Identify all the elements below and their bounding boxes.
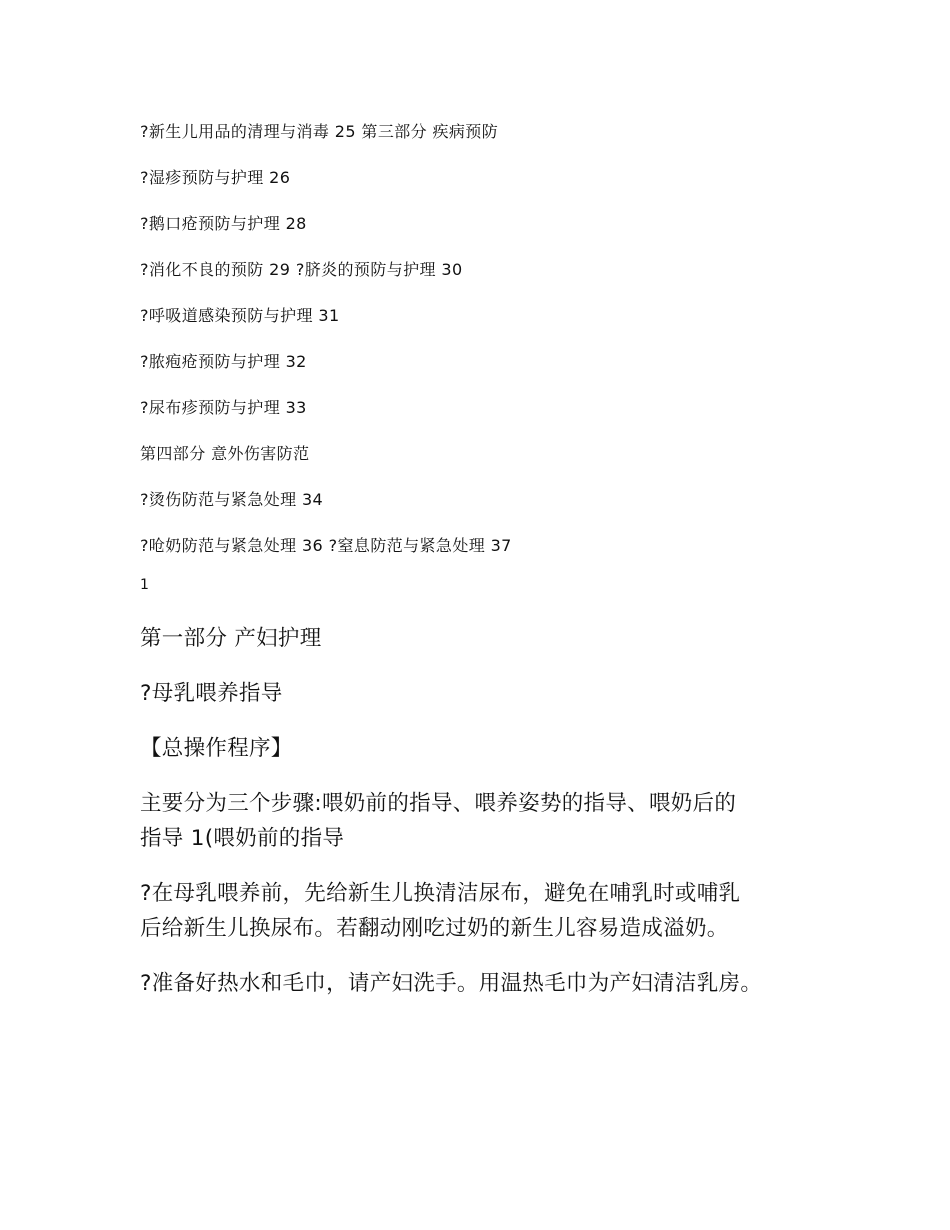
toc-entry-choking-suffocation: ?呛奶防范与紧急处理 36 ?窒息防范与紧急处理 37: [140, 536, 512, 555]
paragraph-1-line-1: ?在母乳喂养前，先给新生儿换清洁尿布，避免在哺乳时或哺乳: [140, 881, 741, 906]
toc-entry-respiratory: ?呼吸道感染预防与护理 31: [140, 306, 340, 325]
procedure-heading: 【总操作程序】: [140, 736, 293, 761]
section-title: ?母乳喂养指导: [140, 681, 283, 706]
toc-part-four-heading: 第四部分 意外伤害防范: [140, 444, 310, 463]
steps-text-line-1: 主要分为三个步骤:喂奶前的指导、喂养姿势的指导、喂奶后的: [140, 791, 737, 816]
page-number: 1: [140, 577, 149, 593]
paragraph-2-line-1: ?准备好热水和毛巾，请产妇洗手。用温热毛巾为产妇清洁乳房。: [140, 971, 763, 996]
toc-entry-thrush: ?鹅口疮预防与护理 28: [140, 214, 307, 233]
steps-text-line-2: 指导 1(喂奶前的指导: [140, 826, 345, 851]
toc-entry-indigestion-omphalitis: ?消化不良的预防 29 ?脐炎的预防与护理 30: [140, 260, 463, 279]
part-title: 第一部分 产妇护理: [140, 626, 322, 651]
toc-entry-burns: ?烫伤防范与紧急处理 34: [140, 490, 324, 509]
toc-entry-eczema: ?湿疹预防与护理 26: [140, 168, 291, 187]
toc-entry-impetigo: ?脓疱疮预防与护理 32: [140, 352, 307, 371]
toc-entry-newborn-items: ?新生儿用品的清理与消毒 25 第三部分 疾病预防: [140, 122, 499, 141]
paragraph-1-line-2: 后给新生儿换尿布。若翻动刚吃过奶的新生儿容易造成溢奶。: [140, 916, 729, 941]
toc-entry-diaper-rash: ?尿布疹预防与护理 33: [140, 398, 307, 417]
